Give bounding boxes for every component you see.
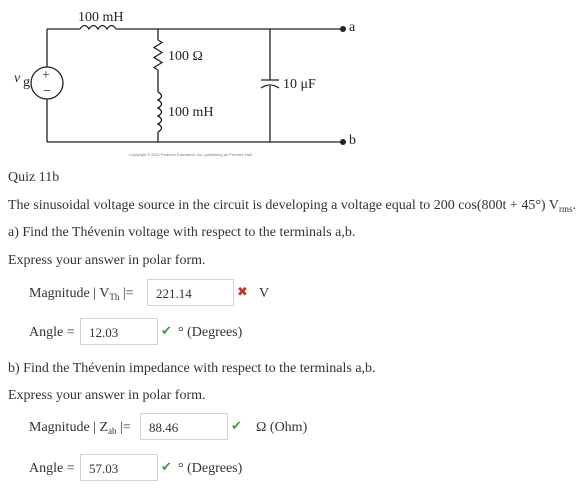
vth-mag-pre: Magnitude | V bbox=[29, 286, 110, 301]
problem-statement bbox=[8, 198, 576, 214]
source-plus: + bbox=[42, 68, 50, 83]
vth-angle-input[interactable]: 12.03 bbox=[80, 318, 158, 345]
correct-icon: ✔ bbox=[161, 324, 172, 339]
problem-end: . bbox=[572, 198, 576, 213]
zab-mag-post: |= bbox=[116, 420, 131, 435]
zab-angle-unit: ° (Degrees) bbox=[178, 461, 243, 476]
source-label: v bbox=[14, 71, 21, 86]
correct-icon: ✔ bbox=[231, 419, 242, 434]
source-sub: g bbox=[23, 75, 30, 90]
part-a-question: a) Find the Thévenin voltage with respect to the terminals a,b. bbox=[8, 225, 356, 240]
vth-magnitude-label bbox=[29, 286, 134, 302]
incorrect-icon: ✖ bbox=[237, 285, 248, 300]
circuit-diagram bbox=[0, 0, 586, 165]
zab-magnitude-label bbox=[29, 420, 131, 436]
l2-label: 100 mH bbox=[168, 105, 214, 120]
vth-magnitude-unit: V bbox=[259, 286, 270, 301]
zab-angle-label: Angle = bbox=[29, 461, 75, 476]
vth-mag-sub: Th bbox=[109, 292, 120, 302]
zab-mag-sub: ab bbox=[108, 426, 117, 436]
zab-angle-input[interactable]: 57.03 bbox=[80, 454, 158, 481]
terminal-a-label: a bbox=[349, 20, 356, 35]
vth-mag-post: |= bbox=[119, 286, 134, 301]
r-label: 100 Ω bbox=[168, 49, 203, 64]
part-b-question: b) Find the Thévenin impedance with respect to the terminals a,b. bbox=[8, 361, 376, 376]
zab-magnitude-input[interactable]: 88.46 bbox=[140, 413, 228, 440]
l1-label: 100 mH bbox=[78, 10, 124, 25]
zab-mag-pre: Magnitude | Z bbox=[29, 420, 109, 435]
correct-icon: ✔ bbox=[161, 460, 172, 475]
zab-magnitude-unit: Ω (Ohm) bbox=[256, 420, 308, 435]
vth-magnitude-input[interactable]: 221.14 bbox=[147, 279, 234, 306]
resistor bbox=[154, 40, 162, 70]
problem-sub: rms bbox=[558, 204, 573, 214]
quiz-title: Quiz 11b bbox=[8, 170, 60, 185]
copyright-text: Copyright © 2011 Pearson Education, Inc. publishing as Prentice Hall bbox=[129, 152, 252, 157]
terminal-a bbox=[340, 26, 346, 32]
c-label: 10 μF bbox=[283, 77, 316, 92]
inductor-l2 bbox=[158, 92, 162, 132]
terminal-b-label: b bbox=[349, 133, 356, 148]
source-minus: − bbox=[43, 84, 51, 99]
part-b-instruction: Express your answer in polar form. bbox=[8, 388, 206, 403]
inductor-l1 bbox=[80, 26, 116, 30]
vth-angle-label: Angle = bbox=[29, 325, 75, 340]
problem-text: The sinusoidal voltage source in the circuit is developing a voltage equal to 200 cos(800t + 45°) V bbox=[8, 198, 559, 213]
vth-angle-unit: ° (Degrees) bbox=[178, 325, 243, 340]
part-a-instruction: Express your answer in polar form. bbox=[8, 253, 206, 268]
terminal-b bbox=[340, 139, 346, 145]
